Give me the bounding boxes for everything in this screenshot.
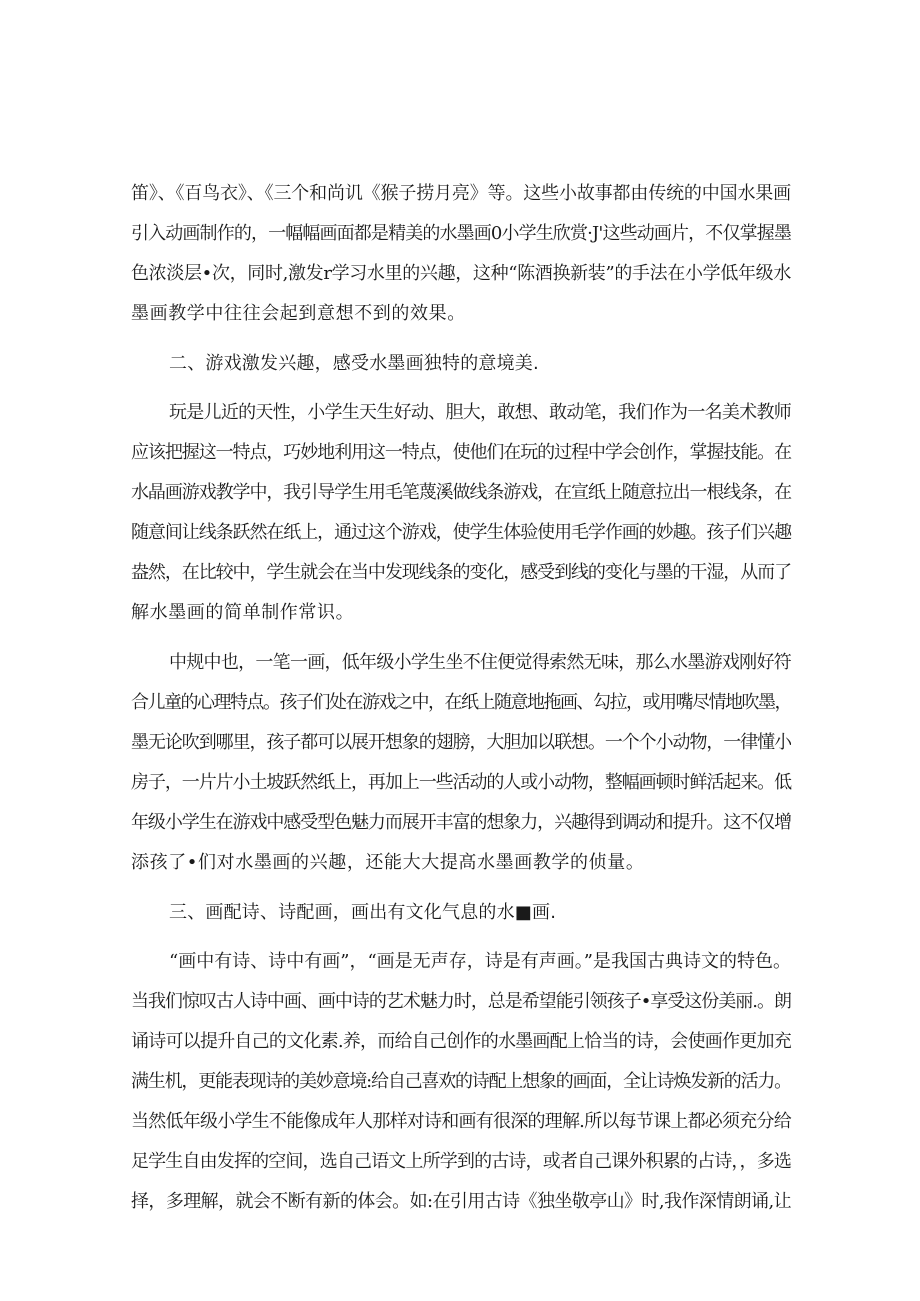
text-line: 年级小学生在游戏中感受型色魅力而展开丰富的想象力，兴趣得到调动和提升。这不仅增 — [131, 812, 791, 833]
text-line: 足学生自由发挥的空间，选自己语文上所学到的古诗，或者自己课外积累的占诗，，多选 — [131, 1151, 792, 1172]
text-line: 墨无论吹到哪里，孩子都可以展开想象的翅膀，大胆加以联想。一个个小动物，一律懂小 — [131, 732, 791, 753]
text-line: 当然低年级小学生不能像成年人那样对诗和画有很深的理解.所以每节课上都必须充分给 — [131, 1111, 791, 1132]
text-line: 中规中也，一笔一画，低年级小学生坐不住便觉得索然无味，那么水墨游戏刚好符 — [169, 652, 792, 673]
text-line: “画中有诗、诗中有画”，“画是无声存，诗是有声画。”是我国古典诗文的特色。 — [169, 951, 791, 972]
text-line: 盎然，在比较中，学生就会在当中发现线条的变化，感受到线的变化与墨的干湿，从而了 — [131, 562, 791, 583]
heading-text: 三、画配诗、诗配画，画出有文化气息的水■画. — [169, 902, 557, 923]
paragraph — [131, 174, 791, 334]
text-line: 当我们惊叹古人诗中画、画中诗的艺术魅力时，总是希望能引领孩子•享受这份美丽.。朗 — [131, 991, 791, 1012]
text-line: 水晶画游戏教学中，我引导学生用毛笔蔑溪做线条游戏，在宣纸上随意拉出一根线条，在 — [131, 482, 791, 503]
text-line: 解水墨画的简单制作常识。 — [131, 602, 355, 623]
text-line: 房子，一片片小土坡跃然纸上，再加上一些活动的人或小动物，整幅画顿时鲜活起来。低 — [131, 772, 791, 793]
heading-text: 二、游戏激发兴趣，感受水墨画独特的意境美. — [169, 353, 539, 374]
paragraph — [131, 942, 791, 1222]
text-line: 色浓淡层•次，同时,激发r学习水里的兴趣，这种“陈酒换新装”的手法在小学低年级水 — [131, 263, 791, 284]
paragraph — [131, 643, 791, 883]
section-heading — [131, 893, 791, 933]
text-line: 随意间让线条跃然在纸上，通过这个游戏，使学生体验使用毛学作画的妙趣。孩子们兴趣 — [131, 522, 791, 543]
document-body — [131, 174, 791, 1222]
text-line: 墨画教学中往往会起到意想不到的效果。 — [131, 303, 466, 324]
text-line: 引入动画制作的，一幅幅画面都是精美的水墨画0小学生欣赏·J'这些动画片，不仅掌握墨 — [131, 223, 791, 244]
text-line: 满生机，更能表现诗的美妙意境:给自己喜欢的诗配上想象的画面，全让诗焕发新的活力。 — [131, 1071, 791, 1092]
text-line: 添孩了•们对水墨画的兴趣，还能大大提高水墨画教学的侦量。 — [131, 852, 645, 873]
text-line: 诵诗可以提升自己的文化素.养，而给自己创作的水墨画配上恰当的诗，会使画作更加充 — [131, 1031, 791, 1052]
text-line: 玩是儿近的天性，小学生天生好动、胆大，敢想、敢动笔，我们作为一名美术教师 — [169, 402, 792, 423]
text-line: 合儿童的心理特点。孩子们处在游戏之中，在纸上随意地拖画、勾拉，或用嘴尽情地吹墨， — [131, 692, 791, 713]
text-line: 笛》、《百鸟衣》、《三个和尚讥《猴子捞月亮》等。这些小故事都由传统的中国水果画 — [131, 183, 791, 204]
section-heading — [131, 344, 791, 384]
text-line: 应该把握这一特点，巧妙地利用这一特点，使他们在玩的过程中学会创作，掌握技能。在 — [131, 442, 791, 463]
text-line: 择，多理解，就会不断有新的体会。如:在引用古诗《独坐敬亭山》时,我作深情朗诵,让 — [131, 1191, 791, 1212]
paragraph — [131, 393, 791, 633]
